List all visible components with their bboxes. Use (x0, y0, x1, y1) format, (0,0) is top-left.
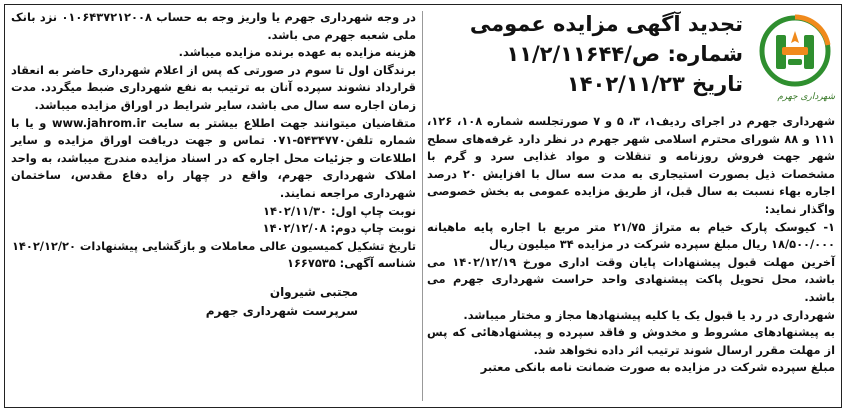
signatory-role: سرپرست شهرداری جهرم (205, 303, 358, 318)
conditions-paragraph: به پیشنهادهای مشروط و مخدوش و فاقد سپرده و پیشنهادهائی که پس از مهلت مقرر ارسال شوند ترتیب اثر داده نخواهد شد. (427, 325, 835, 357)
rights-paragraph: شهرداری در رد یا قبول یک یا کلیه پیشنهادها مجاز و مختار میباشد. (463, 307, 835, 322)
jahrom-municipality-logo-icon (758, 11, 832, 91)
column-divider (422, 11, 423, 401)
notice-date: تاریخ ۱۴۰۲/۱۱/۲۳ (566, 72, 743, 96)
signature-block (11, 283, 416, 321)
commission-date: تاریخ تشکیل کمیسیون عالی معاملات و بازگشایی پیشنهادات ۱۴۰۲/۱۲/۲۰ (11, 238, 416, 253)
first-print-date: نوبت چاپ اول: ۱۴۰۲/۱۱/۳۰ (263, 203, 416, 218)
winners-paragraph: برندگان اول تا سوم در صورتی که پس از اعلام شهرداری حاضر به انعقاد قرارداد نشوند سپرده آنان به ترتیب به نفع شهرداری ضبط میگردد. مدت زمان اجاره سه سال می باشد، سایر شرایط در اوراق مزایده میباشد. (11, 62, 416, 112)
logo-caption: شهرداری جهرم (777, 92, 835, 102)
signatory-name: مجتبی شیروان (269, 284, 358, 299)
left-body-text (11, 9, 416, 273)
intro-paragraph: شهرداری جهرم در اجرای ردیف۱، ۳، ۵ و ۷ صورتجلسه شماره ۱۰۸، ۱۲۶، ۱۱۱ و ۸۸ شورای محترم اسلامی شهر جهرم در نظر دارد غرفه‌های سطح شهر جهت فروش روزنامه و تنقلات و مواد غذایی سرد و گرم با مشخصات ذیل بصورت استیجاری به مدت سه سال با افزایش ۲۰ درصد اجاره بهاء نسبت به سال قبل، از طریق مزایده عمومی به بخش خصوصی واگذار نماید: (427, 114, 836, 216)
notice-title: تجدید آگهی مزایده عمومی (469, 12, 743, 36)
notice-header (427, 9, 835, 113)
item-kiosk: ۱- کیوسک پارک خیام به متراژ ۲۱/۷۵ متر مربع با اجاره پایه ماهیانه ۱۸/۵۰۰/۰۰۰ ریال مبلغ سپرده شرکت در مزایده ۳۴ میلیون ریال (427, 219, 835, 252)
left-column (11, 9, 416, 403)
right-column (427, 9, 835, 403)
municipality-logo (755, 11, 835, 107)
notice-number: شماره: ص/۱۱/۲/۱۱۶۴۴ (506, 42, 743, 66)
deposit-paragraph: مبلغ سپرده شرکت در مزایده به صورت ضمانت نامه بانکی معتبر (480, 360, 835, 375)
notice-page (4, 4, 842, 408)
notice-id: شناسه آگهی: ۱۶۶۷۵۳۵ (287, 256, 416, 271)
contact-paragraph: متقاضیان میتوانند جهت اطلاع بیشتر به سایت www.jahrom.ir و یا با شماره تلفن۵۴۳۴۷۷۰-۰۷۱ تماس و جهت دریافت اوراق مزایده و سایر اطلاعات و جزئیات محل اجاره که در اسناد مزایده مندرج میباشد، به واحد املاک شهرداری جهرم، واقع در چهار راه دفاع مقدس، ساختمان شهرداری مراجعه نمایند. (11, 115, 416, 200)
second-print-date: نوبت چاپ دوم: ۱۴۰۲/۱۲/۰۸ (262, 221, 416, 236)
deposit-continued: در وجه شهرداری جهرم یا واریز وجه به حساب ۰۱۰۶۴۳۷۲۱۲۰۰۸ نزد بانک ملی شعبه جهرم می باشد. (11, 10, 417, 42)
title-block (427, 9, 743, 99)
right-body-text (427, 113, 835, 377)
cost-paragraph: هزینه مزایده به عهده برنده مزایده میباشد. (178, 45, 416, 60)
deadline-paragraph: آخرین مهلت قبول پیشنهادات پایان وقت اداری مورخ ۱۴۰۲/۱۲/۱۹ می باشد، محل تحویل پاکت پیشنهادی واحد حراست شهرداری جهرم می باشد. (427, 254, 835, 304)
